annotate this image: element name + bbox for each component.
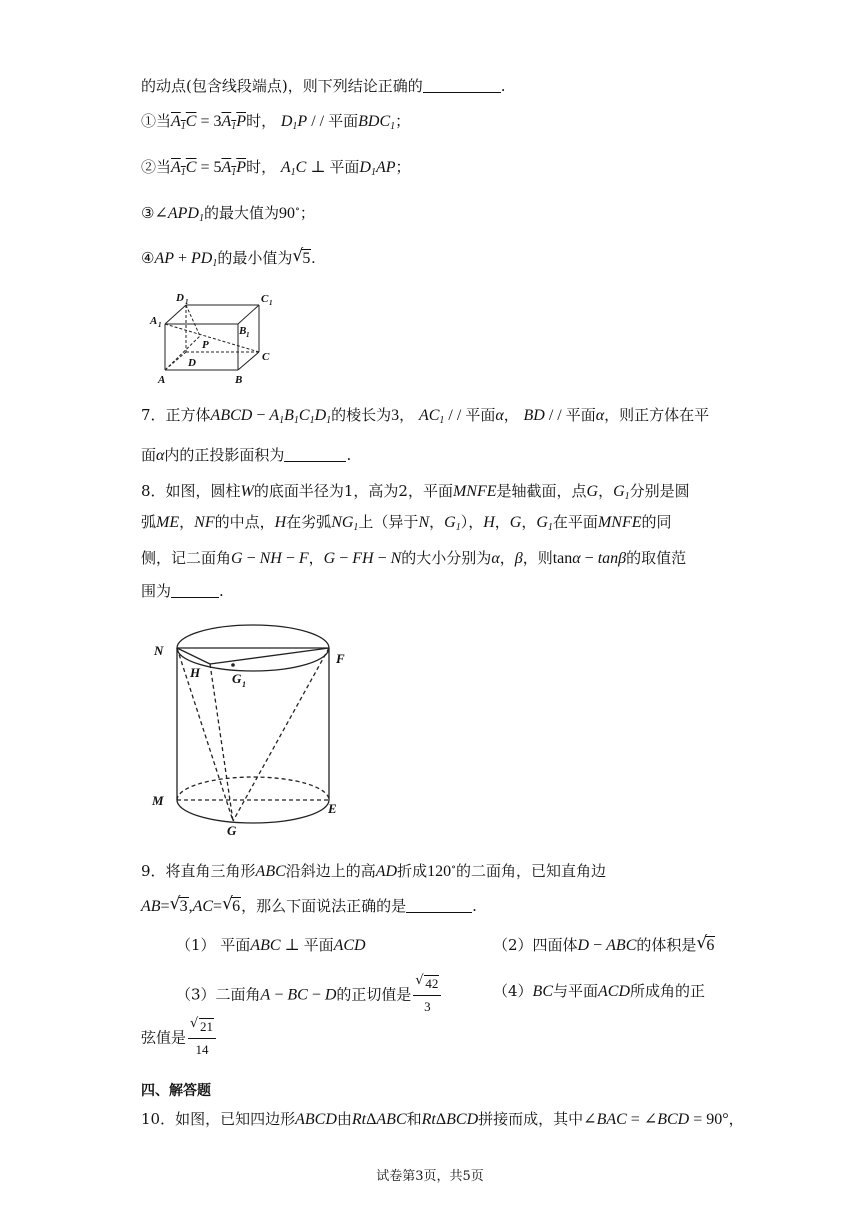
section-heading: 四、解答题: [141, 1083, 211, 1099]
q9-option-2: （2）四面体D − ABC的体积是 √ 6: [493, 933, 715, 954]
q8-line2: 弧ME，NF的中点，H在劣弧$NG_1$上（异于N，$G_1$），H，G，$G_1$在平面MNFE的同: [141, 513, 672, 533]
label-H: H: [190, 665, 201, 680]
q9-option-1: （1） 平面ABC ⊥ 平面ACD: [176, 936, 366, 954]
label-A: A: [158, 374, 166, 386]
q10-line1: 10．如图，已知四边形ABCD由RtΔABC和RtΔBCD拼接而成，其中∠BAC = ∠BCD = 90°，: [141, 1110, 744, 1128]
q6-option-2: ②当$A_1C = 5A_1P$时， $A_1C$ ⊥ 平面$D_1AP$；: [141, 158, 411, 178]
label-C1: C: [261, 293, 269, 305]
svg-text:1: 1: [158, 321, 162, 329]
q9-option-3: （3）二面角A − BC − D的正切值是 √ 42 3: [176, 973, 443, 1018]
label-M: M: [152, 793, 164, 808]
answer-blank: [406, 897, 472, 913]
label-B: B: [235, 374, 243, 386]
q9-line2: AB= √ 3,AC= √ 6，那么下面说法正确的是 .: [141, 894, 477, 915]
svg-text:1: 1: [242, 680, 246, 689]
q6-option-3: $③\angle APD_1$的最大值为90∘；: [141, 204, 315, 224]
q9-option-4-cont: 弦值是 √ 21 14: [141, 1016, 218, 1061]
label-D1: D: [176, 292, 184, 304]
label-N: N: [154, 643, 164, 658]
q6-option-1: ①当$A_1C = 3A_1P$时， $D_1P$ / / 平面$BDC_1$；: [141, 112, 411, 132]
page-footer: 试卷第3页，共5页: [376, 1169, 484, 1184]
label-F: F: [336, 651, 345, 666]
svg-text:1: 1: [246, 331, 250, 339]
answer-blank: [284, 446, 346, 462]
label-E: E: [328, 801, 337, 816]
q8-line1: 8．如图，圆柱W的底面半径为1，高为2，平面MNFE是轴截面，点G，$G_1$分别是圆: [141, 482, 690, 502]
label-P: P: [202, 339, 209, 351]
q7-line1: 7．正方体ABCD − $A_1B_1C_1D_1$的棱长为3， $AC_1$ / / 平面α， BD / / 平面α，则正方体在平: [141, 406, 710, 426]
intro-line: 的动点(包含线段端点)，则下列结论正确的 .: [141, 77, 506, 95]
q9-line1: 9．将直角三角形ABC沿斜边上的高AD折成120∘的二面角，已知直角边: [141, 862, 607, 880]
answer-blank: [423, 77, 501, 93]
label-G: G: [227, 823, 237, 838]
label-A1: A: [150, 315, 158, 327]
label-C: C: [262, 351, 270, 363]
q7-line2: 面α内的正投影面积为 .: [141, 446, 352, 464]
q6-option-4: ④AP + $PD_1$的最小值为 √ 5.: [141, 246, 316, 269]
q8-line4: 围为 .: [141, 582, 224, 600]
label-G1: G: [232, 671, 242, 686]
label-B1: B: [239, 325, 247, 337]
answer-blank: [171, 582, 219, 598]
q9-option-4: （4）BC与平面ACD所成角的正: [493, 982, 706, 1000]
q8-line3: 侧，记二面角G − NH − F，G − FH − N的大小分别为α，β，则tanα − tanβ的取值范: [141, 549, 687, 567]
cube-figure: [148, 288, 278, 388]
cylinder-figure: [148, 615, 368, 840]
svg-text:1: 1: [185, 298, 189, 306]
label-D: D: [188, 357, 196, 369]
svg-text:1: 1: [269, 299, 273, 307]
